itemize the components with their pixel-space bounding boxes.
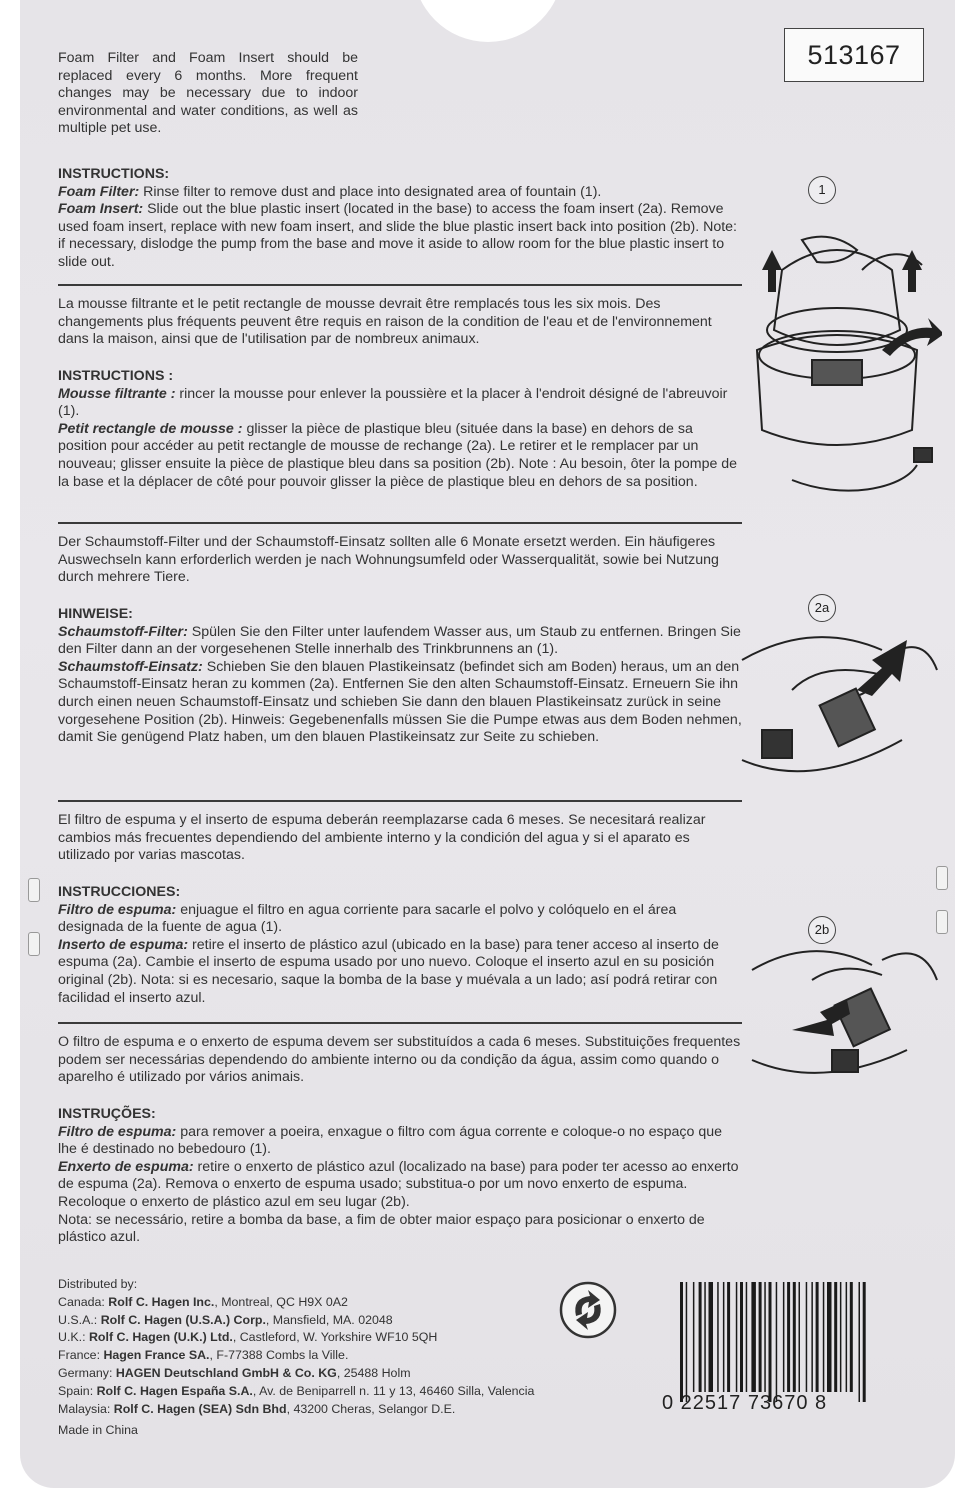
distributor-address: , Mansfield, MA. 02048 bbox=[265, 1312, 393, 1327]
portuguese-foam-insert-text: retire o enxerto de plástico azul (localizado na base) para poder ter acesso ao enxerto de espuma (2a). Remova o enxerto de espuma usado; substitua-o por um novo enxerto de espuma. Recoloque o enxerto de plástico azul em seu lugar (2b). bbox=[58, 1158, 739, 1210]
spanish-heading: INSTRUCCIONES: bbox=[58, 884, 181, 900]
english-intro: Foam Filter and Foam Insert should be replaced every 6 months. More frequent changes may be necessary due to indoor environmental and water conditions, as well as multiple pet use. bbox=[58, 50, 358, 137]
barcode-bar bbox=[723, 1282, 725, 1392]
barcode-bar bbox=[834, 1282, 837, 1392]
barcode-bar bbox=[717, 1282, 719, 1392]
german-heading: HINWEISE: bbox=[58, 606, 133, 622]
french-foam-insert-label: Petit rectangle de mousse : bbox=[58, 420, 243, 437]
french-heading: INSTRUCTIONS : bbox=[58, 368, 174, 384]
distributor-address: , Montreal, QC H9X 0A2 bbox=[214, 1294, 348, 1309]
barcode-bar bbox=[751, 1282, 756, 1392]
french-foam-filter-text: rincer la mousse pour enlever la poussière et la placer à l'endroit désigné de l'abreuvoir (1). bbox=[58, 385, 728, 420]
barcode-bar bbox=[759, 1282, 762, 1392]
barcode-bar bbox=[680, 1282, 683, 1402]
distributor-region: Spain: bbox=[58, 1383, 97, 1398]
spanish-foam-filter-label: Filtro de espuma: bbox=[58, 901, 177, 918]
distributor-company: Rolf C. Hagen (U.K.) Ltd. bbox=[88, 1330, 233, 1345]
distributor-row bbox=[58, 1347, 658, 1365]
portuguese-instructions bbox=[58, 1106, 742, 1247]
english-instructions bbox=[58, 166, 742, 272]
distributor-region: France: bbox=[58, 1348, 104, 1363]
step-2b-badge: 2b bbox=[808, 916, 836, 944]
barcode-bar bbox=[816, 1282, 819, 1392]
distributor-address: , Castleford, W. Yorkshire WF10 5QH bbox=[232, 1330, 438, 1345]
english-foam-filter-label: Foam Filter: bbox=[58, 183, 140, 200]
english-foam-filter-text: Rinse filter to remove dust and place into designated area of fountain (1). bbox=[139, 183, 602, 200]
portuguese-foam-insert-label: Enxerto de espuma: bbox=[58, 1158, 194, 1175]
divider bbox=[58, 522, 742, 524]
barcode-bar bbox=[783, 1282, 785, 1392]
distributor-company: HAGEN Deutschland GmbH & Co. KG bbox=[115, 1365, 337, 1380]
distributor-row bbox=[58, 1401, 658, 1419]
barcode-bar bbox=[799, 1282, 801, 1392]
french-foam-filter-label: Mousse filtrante : bbox=[58, 385, 176, 402]
english-foam-insert-label: Foam Insert: bbox=[58, 201, 144, 218]
distributor-company: Rolf C. Hagen España S.A. bbox=[96, 1383, 253, 1398]
distributor-company: Rolf C. Hagen Inc. bbox=[108, 1294, 215, 1309]
portuguese-foam-filter-label: Filtro de espuma: bbox=[58, 1123, 177, 1140]
barcode-bar bbox=[740, 1282, 743, 1392]
german-foam-insert-label: Schaumstoff-Einsatz: bbox=[58, 658, 203, 675]
spanish-intro: El filtro de espuma y el inserto de espuma deberán reemplazarse cada 6 meses. Se necesitará realizar cambios más frecuentes dependiendo del ambiente interno y la condición del agua y si el aparato es utilizado por varias mascotas. bbox=[58, 812, 706, 864]
english-foam-insert-text: Slide out the blue plastic insert (located in the base) to access the foam insert (2a). Remove used foam insert, replace with new foam insert, and slide the blue plastic insert back into position (2b). Note: if necessary, dislodge the pump from the base and move it aside to allow room for the blue plastic insert to slide out. bbox=[58, 201, 737, 270]
barcode-bars bbox=[662, 1282, 942, 1402]
hanger-clip bbox=[936, 910, 948, 934]
barcode bbox=[662, 1282, 942, 1442]
distributor-address: , 25488 Holm bbox=[336, 1365, 411, 1380]
german-intro: Der Schaumstoff-Filter und der Schaumstoff-Einsatz sollten alle 6 Monate ersetzt werden. Ein häufigeres Auswechseln kann erforderlich werden je nach Wohnungsumfeld oder Wasserqualität, sowie bei Nutzung durch mehrere Tiere. bbox=[58, 534, 719, 586]
divider bbox=[58, 1022, 742, 1024]
hanger-clip bbox=[28, 878, 40, 902]
german-foam-filter-label: Schaumstoff-Filter: bbox=[58, 623, 188, 640]
barcode-bar bbox=[846, 1282, 848, 1392]
divider bbox=[58, 800, 742, 802]
green-dot-recycle-icon bbox=[558, 1280, 618, 1340]
portuguese-foam-filter-text: para remover a poeira, enxague o filtro com água corrente e coloque-o no espaço que lhe é destinado no bebedouro (1). bbox=[58, 1123, 723, 1158]
hanger-clip bbox=[936, 866, 948, 890]
english-heading: INSTRUCTIONS: bbox=[58, 166, 170, 182]
barcode-bar bbox=[840, 1282, 842, 1392]
package-card bbox=[20, 0, 955, 1488]
distributor-region: Malaysia: bbox=[58, 1401, 114, 1416]
barcode-bar bbox=[693, 1282, 695, 1392]
french-intro: La mousse filtrante et le petit rectangle de mousse devrait être remplacés tous les six mois. Des changements plus fréquents peuvent être requis en raison de la condition de l'eau et de l'environnement dans la maison, ainsi que de l'utilisation par de nombreux animaux. bbox=[58, 296, 712, 348]
french-instructions bbox=[58, 368, 742, 491]
spanish-instructions bbox=[58, 884, 742, 1007]
hanger-clip bbox=[28, 932, 40, 956]
spanish-foam-insert-text: retire el inserto de plástico azul (ubicado en la base) para tener acceso al inserto de espuma (2a). Cambie el inserto de espuma usado por uno nuevo. Coloque el inserto azul en su posición original (2b). Nota: si es necesario, saque la bomba de la base y muévala a un lado; así podrá retirar con facilidad el inserto azul. bbox=[58, 936, 719, 1006]
barcode-bar bbox=[736, 1282, 738, 1392]
barcode-bar bbox=[787, 1282, 790, 1392]
barcode-bar bbox=[704, 1282, 706, 1392]
barcode-bar bbox=[727, 1282, 730, 1392]
barcode-bar bbox=[823, 1282, 825, 1392]
barcode-bar bbox=[769, 1282, 772, 1402]
barcode-bar bbox=[859, 1282, 861, 1402]
barcode-bar bbox=[776, 1282, 778, 1402]
distributor-row bbox=[58, 1365, 658, 1383]
distributor-row bbox=[58, 1383, 658, 1401]
arrow-icon bbox=[857, 640, 907, 696]
hang-hole bbox=[413, 0, 563, 42]
distributor-company: Hagen France SA. bbox=[103, 1348, 210, 1363]
product-code: 513167 bbox=[784, 28, 924, 82]
barcode-digits: 0 22517 73670 8 bbox=[662, 1392, 828, 1414]
portuguese-heading: INSTRUÇÕES: bbox=[58, 1106, 156, 1122]
distributor-region: U.K.: bbox=[58, 1330, 89, 1345]
barcode-bar bbox=[806, 1282, 808, 1392]
distributor-region: Germany: bbox=[58, 1365, 116, 1380]
step-2b-illustration bbox=[732, 940, 942, 1090]
distributor-address: , Av. de Beniparrell n. 11 y 13, 46460 Silla, Valencia bbox=[252, 1383, 535, 1398]
arrow-icon bbox=[792, 1000, 850, 1036]
barcode-bar bbox=[827, 1282, 832, 1392]
made-in: Made in China bbox=[58, 1423, 138, 1438]
barcode-bar bbox=[709, 1282, 714, 1392]
distribution-title: Distributed by: bbox=[58, 1277, 138, 1291]
barcode-bar bbox=[863, 1282, 866, 1402]
barcode-bar bbox=[811, 1282, 813, 1392]
barcode-bar bbox=[699, 1282, 702, 1392]
divider bbox=[58, 284, 742, 286]
step-2a-badge: 2a bbox=[808, 594, 836, 622]
barcode-bar bbox=[793, 1282, 796, 1392]
distributor-address: , 43200 Cheras, Selangor D.E. bbox=[286, 1401, 456, 1416]
distributor-region: Canada: bbox=[58, 1294, 109, 1309]
german-instructions bbox=[58, 606, 742, 747]
barcode-bar bbox=[746, 1282, 748, 1392]
barcode-bar bbox=[764, 1282, 766, 1392]
distributor-company: Rolf C. Hagen (SEA) Sdn Bhd bbox=[113, 1401, 287, 1416]
distributor-company: Rolf C. Hagen (U.S.A.) Corp. bbox=[100, 1312, 266, 1327]
distributor-address: , F-77388 Combs la Ville. bbox=[209, 1348, 349, 1363]
barcode-bar bbox=[850, 1282, 853, 1392]
german-foam-filter-text: Spülen Sie den Filter unter laufendem Wasser aus, um Staub zu entfernen. Bringen Sie den Filter dann an der vorgesehenen Stelle innerhalb des Trinkbrunnens an (1). bbox=[58, 623, 741, 658]
portuguese-note: Nota: se necessário, retire a bomba da base, a fim de obter maior espaço para posicionar o enxerto de plástico azul. bbox=[58, 1211, 705, 1246]
barcode-bar bbox=[686, 1282, 688, 1402]
french-foam-insert-text: glisser la pièce de plastique bleu (située dans la base) en dehors de sa position pour accéder au petit rectangle de mousse de rechange (2a). Le retirer et le remplacer par un nouveau; glisser ensuite la pièce de plastique bleu dans sa position (2b). Note : Au besoin, ôter la pompe de la base et la déplacer de côté pour pouvoir glisser la pièce de plastique bleu en dehors de sa position. bbox=[58, 420, 738, 490]
portuguese-intro: O filtro de espuma e o enxerto de espuma devem ser substituídos a cada 6 meses. Substituições frequentes podem ser necessárias dependendo do ambiente interno ou da condição da água, assim como quando o aparelho é utilizado por vários animais. bbox=[58, 1034, 741, 1086]
spanish-foam-filter-text: enjuague el filtro en agua corriente para sacarle el polvo y colóquelo en el área designada de la fuente de agua (1). bbox=[58, 901, 677, 936]
german-foam-insert-text: Schieben Sie den blauen Plastikeinsatz (befindet sich am Boden) heraus, um an den Schaumstoff-Einsatz heran zu kommen (2a). Entfernen Sie den alten Schaumstoff-Einsatz. Erneuern Sie ihn durch einen neuen Schaumstoff-Einsatz und schieben Sie dann den blauen Plastikeinsatz zurück in seine vorgesehene Position (2b). Hinweis: Gegebenenfalls müssen Sie die Pumpe etwas aus dem Boden nehmen, damit Sie genügend Platz haben, um den blauen Plastikeinsatz zur Seite zu schieben. bbox=[58, 658, 742, 746]
fountain-illustration bbox=[732, 210, 942, 510]
step-2a-illustration bbox=[732, 620, 942, 790]
distributor-region: U.S.A.: bbox=[58, 1312, 101, 1327]
step-1-badge: 1 bbox=[808, 176, 836, 204]
spanish-foam-insert-label: Inserto de espuma: bbox=[58, 936, 189, 953]
